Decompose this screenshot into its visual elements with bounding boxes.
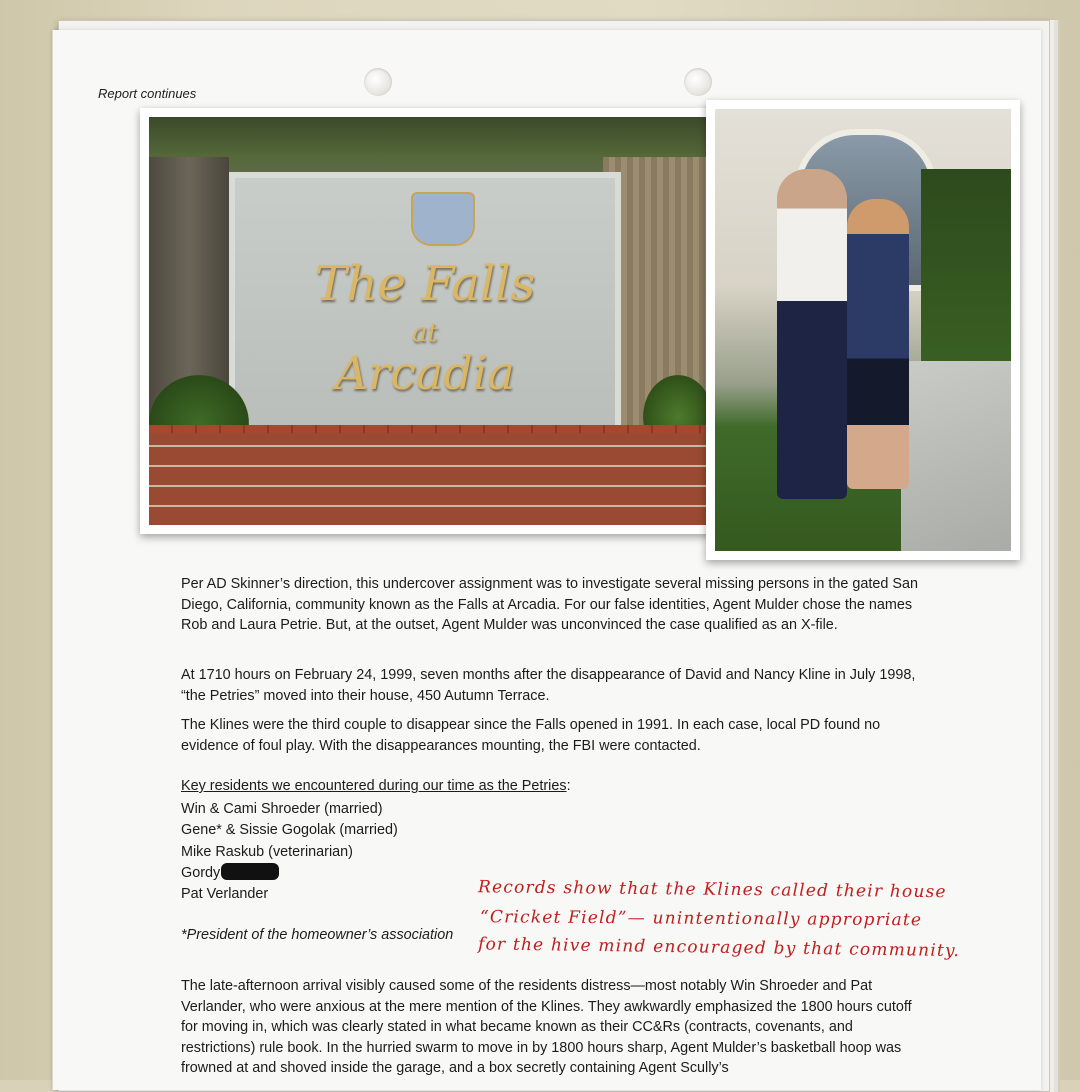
paragraph-assignment: Per AD Skinner’s direction, this undercover assignment was to investigate several missing persons in the gated San Diego, California, community known as the Falls at Arcadia. For our false identities, Agent Mulder chose the names Rob and Laura Petrie. But, at the outset, Agent Mulder was unconvinced the case qualified as an X-file. bbox=[181, 576, 918, 633]
punch-hole bbox=[364, 68, 392, 96]
punch-hole bbox=[684, 68, 712, 96]
walkway bbox=[901, 361, 1011, 551]
community-sign bbox=[229, 172, 621, 454]
residents-list bbox=[181, 799, 398, 905]
note-line: “Cricket Field”— unintentionally appropriate bbox=[479, 907, 923, 931]
paragraph-closing: The late-afternoon arrival visibly caused some of the residents distress—most notably Win Shroeder and Pat Verlander, who were anxious at the mere mention of the Klines. They awkwardly emphasized the 1800 hours cutoff for moving in, which was clearly stated in what became known as their CC&Rs (contracts, covenants, and restrictions) rule book. In the hurried swarm to move in by 1800 hours sharp, Agent Mulder’s basketball hoop was frowned at and shoved inside the garage, and a box secretly containing Agent Scully’s bbox=[181, 978, 912, 1076]
handwritten-note bbox=[478, 876, 998, 963]
note-line: Records show that the Klines called their house bbox=[477, 877, 947, 903]
sign-title: The Falls bbox=[314, 256, 536, 312]
man-figure bbox=[777, 169, 847, 499]
brick-planter bbox=[149, 433, 713, 525]
couple-photo bbox=[706, 100, 1020, 560]
list-item: Pat Verlander bbox=[181, 886, 269, 903]
sign-place: Arcadia bbox=[335, 346, 515, 400]
falls-sign-photo bbox=[140, 108, 722, 534]
paragraph-arrival: At 1710 hours on February 24, 1999, seven months after the disappearance of David and Nancy Kline in July 1998, “the Petries” moved into their house, 450 Autumn Terrace. bbox=[181, 667, 916, 704]
woman-figure bbox=[847, 199, 909, 489]
report-continues-label: Report continues bbox=[98, 86, 197, 101]
list-item: Mike Raskub (veterinarian) bbox=[181, 843, 353, 860]
paragraph-disappearances: The Klines were the third couple to disappear since the Falls opened in 1991. In each case, local PD found no evidence of foul play. With the disappearances mounting, the FBI were contacted. bbox=[181, 717, 881, 754]
footnote: *President of the homeowner’s association bbox=[181, 927, 454, 943]
crest-icon bbox=[411, 192, 475, 246]
residents-heading: Key residents we encountered during our time as the Petries: bbox=[181, 778, 571, 794]
list-item: Win & Cami Shroeder (married) bbox=[181, 801, 383, 817]
list-item: Gene* & Sissie Gogolak (married) bbox=[181, 822, 398, 839]
list-item: Gordy bbox=[181, 863, 398, 884]
sign-at: at bbox=[412, 318, 438, 348]
redaction-bar bbox=[221, 863, 279, 880]
note-line: for the hive mind encouraged by that community. bbox=[477, 934, 961, 962]
